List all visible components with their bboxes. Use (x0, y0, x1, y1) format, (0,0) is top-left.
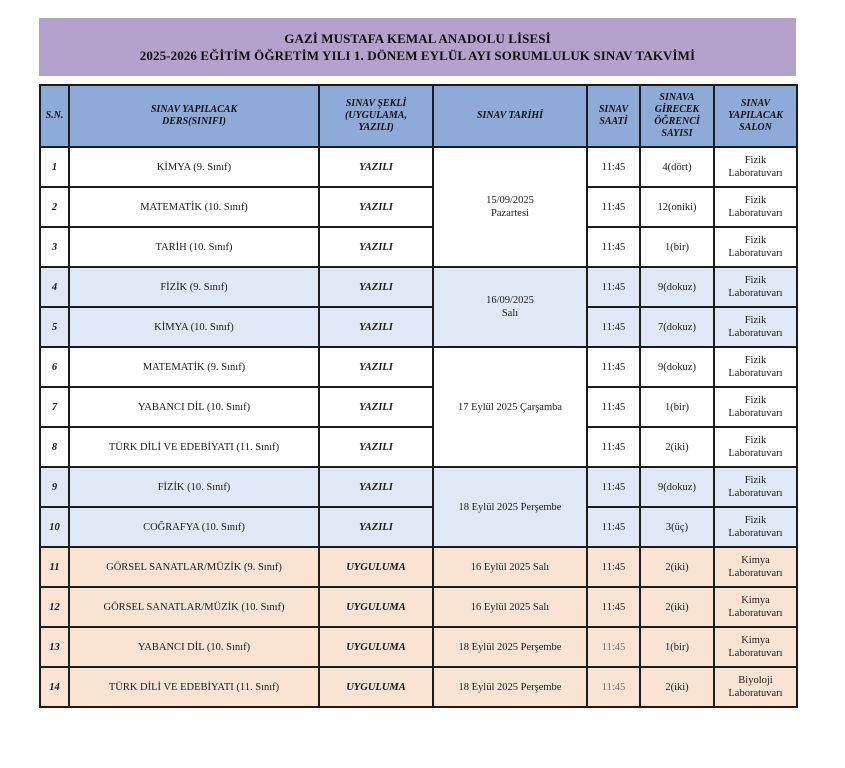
room-cell: Fizik Laboratuvarı (714, 147, 797, 187)
table-row (40, 667, 797, 707)
sn-cell: 14 (40, 667, 69, 707)
time-cell: 11:45 (587, 467, 640, 507)
date-cell: 17 Eylül 2025 Çarşamba (433, 347, 587, 467)
count-cell: 1(bir) (640, 387, 714, 427)
course-cell: GÖRSEL SANATLAR/MÜZİK (10. Sınıf) (69, 587, 319, 627)
course-cell: TÜRK DİLİ VE EDEBİYATI (11. Sınıf) (69, 667, 319, 707)
sn-cell: 13 (40, 627, 69, 667)
header-time: SINAV SAATİ (587, 85, 640, 147)
table-row (40, 627, 797, 667)
time-cell: 11:45 (587, 267, 640, 307)
table-row (40, 547, 797, 587)
time-cell: 11:45 (587, 587, 640, 627)
date-cell: 15/09/2025 Pazartesi (433, 147, 587, 267)
sn-cell: 9 (40, 467, 69, 507)
count-cell: 2(iki) (640, 427, 714, 467)
room-cell: Fizik Laboratuvarı (714, 267, 797, 307)
type-cell: YAZILI (319, 267, 433, 307)
table-row (40, 347, 797, 387)
room-cell: Fizik Laboratuvarı (714, 387, 797, 427)
type-cell: YAZILI (319, 227, 433, 267)
title-banner (39, 18, 796, 76)
table-row (40, 267, 797, 307)
header-count: SINAVA GİRECEK ÖĞRENCİ SAYISI (640, 85, 714, 147)
table-row (40, 507, 797, 547)
sn-cell: 11 (40, 547, 69, 587)
sn-cell: 10 (40, 507, 69, 547)
header-row (40, 85, 797, 147)
room-cell: Fizik Laboratuvarı (714, 227, 797, 267)
room-cell: Kimya Laboratuvarı (714, 547, 797, 587)
date-cell: 16 Eylül 2025 Salı (433, 547, 587, 587)
table-row (40, 427, 797, 467)
date-cell: 16 Eylül 2025 Salı (433, 587, 587, 627)
room-cell: Kimya Laboratuvarı (714, 587, 797, 627)
course-cell: FİZİK (9. Sınıf) (69, 267, 319, 307)
time-cell: 11:45 (587, 667, 640, 707)
date-cell: 16/09/2025 Salı (433, 267, 587, 347)
time-cell: 11:45 (587, 387, 640, 427)
count-cell: 7(dokuz) (640, 307, 714, 347)
type-cell: YAZILI (319, 427, 433, 467)
room-cell: Fizik Laboratuvarı (714, 507, 797, 547)
table-row (40, 387, 797, 427)
header-course: SINAV YAPILACAK DERS(SINIFI) (69, 85, 319, 147)
course-cell: COĞRAFYA (10. Sınıf) (69, 507, 319, 547)
room-cell: Fizik Laboratuvarı (714, 467, 797, 507)
time-cell: 11:45 (587, 307, 640, 347)
sn-cell: 7 (40, 387, 69, 427)
count-cell: 12(oniki) (640, 187, 714, 227)
document-title: 2025-2026 EĞİTİM ÖĞRETİM YILI 1. DÖNEM EYLÜL AYI SORUMLULUK SINAV TAKVİMİ (139, 48, 696, 63)
exam-schedule-table (39, 84, 798, 708)
course-cell: MATEMATİK (9. Sınıf) (69, 347, 319, 387)
header-sn: S.N. (40, 85, 69, 147)
type-cell: UYGULUMA (319, 587, 433, 627)
table-row (40, 227, 797, 267)
course-cell: MATEMATİK (10. Sınıf) (69, 187, 319, 227)
type-cell: YAZILI (319, 387, 433, 427)
course-cell: KİMYA (10. Sınıf) (69, 307, 319, 347)
type-cell: YAZILI (319, 507, 433, 547)
type-cell: YAZILI (319, 147, 433, 187)
count-cell: 2(iki) (640, 547, 714, 587)
type-cell: UYGULUMA (319, 627, 433, 667)
type-cell: UYGULUMA (319, 667, 433, 707)
sn-cell: 8 (40, 427, 69, 467)
count-cell: 4(dört) (640, 147, 714, 187)
course-cell: FİZİK (10. Sınıf) (69, 467, 319, 507)
time-cell: 11:45 (587, 227, 640, 267)
time-cell: 11:45 (587, 347, 640, 387)
header-type: SINAV ŞEKLİ (UYGULAMA, YAZILI) (319, 85, 433, 147)
course-cell: YABANCI DİL (10. Sınıf) (69, 387, 319, 427)
table-row (40, 587, 797, 627)
table-row (40, 187, 797, 227)
count-cell: 1(bir) (640, 627, 714, 667)
room-cell: Fizik Laboratuvarı (714, 307, 797, 347)
type-cell: YAZILI (319, 347, 433, 387)
date-cell: 18 Eylül 2025 Perşembe (433, 667, 587, 707)
room-cell: Biyoloji Laboratuvarı (714, 667, 797, 707)
count-cell: 9(dokuz) (640, 467, 714, 507)
course-cell: TÜRK DİLİ VE EDEBİYATI (11. Sınıf) (69, 427, 319, 467)
header-date: SINAV TARİHİ (433, 85, 587, 147)
count-cell: 2(iki) (640, 587, 714, 627)
room-cell: Kimya Laboratuvarı (714, 627, 797, 667)
table-row (40, 147, 797, 187)
course-cell: YABANCI DİL (10. Sınıf) (69, 627, 319, 667)
table-row (40, 307, 797, 347)
count-cell: 1(bir) (640, 227, 714, 267)
sn-cell: 12 (40, 587, 69, 627)
count-cell: 3(üç) (640, 507, 714, 547)
sn-cell: 6 (40, 347, 69, 387)
type-cell: YAZILI (319, 187, 433, 227)
count-cell: 9(dokuz) (640, 347, 714, 387)
sn-cell: 4 (40, 267, 69, 307)
date-cell: 18 Eylül 2025 Perşembe (433, 627, 587, 667)
sn-cell: 5 (40, 307, 69, 347)
count-cell: 9(dokuz) (640, 267, 714, 307)
time-cell: 11:45 (587, 147, 640, 187)
type-cell: UYGULUMA (319, 547, 433, 587)
time-cell: 11:45 (587, 547, 640, 587)
course-cell: KİMYA (9. Sınıf) (69, 147, 319, 187)
school-name: GAZİ MUSTAFA KEMAL ANADOLU LİSESİ (284, 31, 551, 46)
table-row (40, 467, 797, 507)
time-cell: 11:45 (587, 627, 640, 667)
course-cell: GÖRSEL SANATLAR/MÜZİK (9. Sınıf) (69, 547, 319, 587)
room-cell: Fizik Laboratuvarı (714, 347, 797, 387)
room-cell: Fizik Laboratuvarı (714, 187, 797, 227)
header-room: SINAV YAPILACAK SALON (714, 85, 797, 147)
sn-cell: 1 (40, 147, 69, 187)
type-cell: YAZILI (319, 467, 433, 507)
date-cell: 18 Eylül 2025 Perşembe (433, 467, 587, 547)
count-cell: 2(iki) (640, 667, 714, 707)
sn-cell: 2 (40, 187, 69, 227)
sn-cell: 3 (40, 227, 69, 267)
course-cell: TARİH (10. Sınıf) (69, 227, 319, 267)
type-cell: YAZILI (319, 307, 433, 347)
time-cell: 11:45 (587, 507, 640, 547)
room-cell: Fizik Laboratuvarı (714, 427, 797, 467)
time-cell: 11:45 (587, 187, 640, 227)
time-cell: 11:45 (587, 427, 640, 467)
